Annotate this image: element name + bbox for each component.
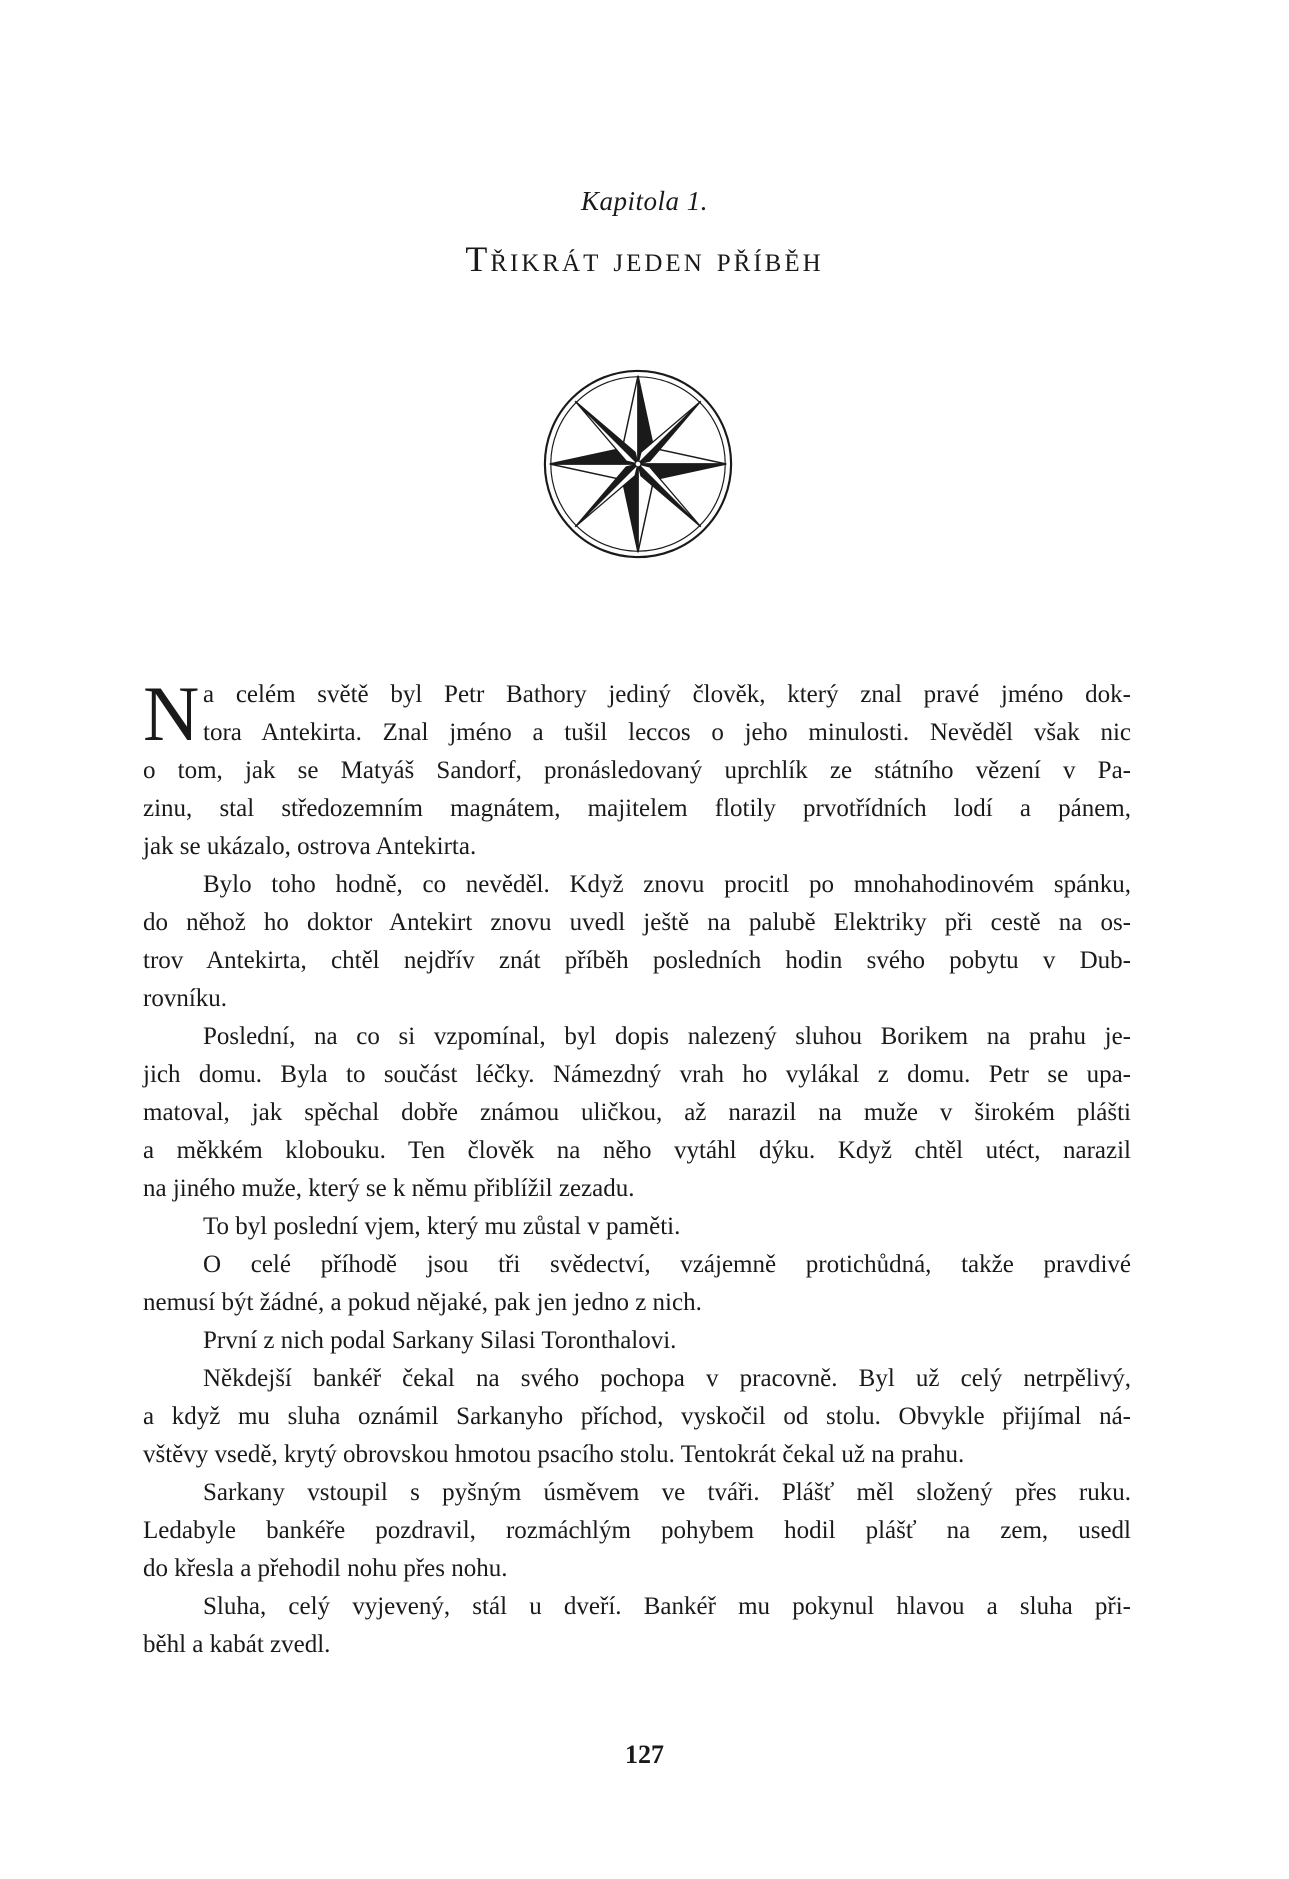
text-line: matoval, jak spěchal dobře známou uličkou, až narazil na muže v širokém plášti [143,1099,1131,1126]
text-line: Poslední, na co si vzpomínal, byl dopis nalezený sluhou Borikem na prahu je- [203,1023,1131,1050]
compass-rose-icon [540,366,736,562]
dropcap: N [143,670,200,757]
body-text [143,670,1131,1664]
text-line: a když mu sluha oznámil Sarkanyho příchod, vyskočil od stolu. Obvykle přijímal ná- [143,1403,1131,1430]
text-line: První z nich podal Sarkany Silasi Toronthalovi. [203,1327,677,1354]
text-line: To byl poslední vjem, který mu zůstal v paměti. [203,1213,681,1240]
text-line: trov Antekirta, chtěl nejdřív znát příběh posledních hodin svého pobytu v Dub- [143,947,1131,974]
text-line: Sarkany vstoupil s pyšným úsměvem ve tváři. Plášť měl složený přes ruku. [203,1479,1131,1506]
chapter-label: Kapitola 1. [580,186,708,216]
text-line: vštěvy vsedě, krytý obrovskou hmotou psacího stolu. Tentokrát čekal už na prahu. [143,1441,965,1468]
text-line: běhl a kabát zvedl. [143,1631,331,1658]
text-line: zinu, stal středozemním magnátem, majitelem flotily prvotřídních lodí a pánem, [143,795,1131,822]
text-line: jak se ukázalo, ostrova Antekirta. [143,833,477,860]
text-line: do křesla a přehodil nohu přes nohu. [143,1555,508,1582]
text-line: jich domu. Byla to součást léčky. Námezdný vrah ho vylákal z domu. Petr se upa- [143,1061,1131,1088]
text-line: a celém světě byl Petr Bathory jediný člověk, který znal pravé jméno dok- [203,681,1131,708]
text-line: Sluha, celý vyjevený, stál u dveří. Bankéř mu pokynul hlavou a sluha při- [203,1593,1131,1620]
text-line: do něhož ho doktor Antekirt znovu uvedl ještě na palubě Elektriky při cestě na os- [143,909,1131,936]
text-line: tora Antekirta. Znal jméno a tušil leccos o jeho minulosti. Nevěděl však nic [203,719,1131,746]
text-line: na jiného muže, který se k němu přiblížil zezadu. [143,1175,635,1202]
text-line: rovníku. [143,985,228,1012]
text-line: a měkkém klobouku. Ten člověk na něho vytáhl dýku. Když chtěl utéct, narazil [143,1137,1131,1164]
text-line: Někdejší bankéř čekal na svého pochopa v pracovně. Byl už celý netrpělivý, [203,1365,1131,1392]
page-number: 127 [625,1740,664,1769]
text-line: o tom, jak se Matyáš Sandorf, pronásledovaný uprchlík ze státního vězení v Pa- [143,757,1131,784]
text-line: Ledabyle bankéře pozdravil, rozmáchlým pohybem hodil plášť na zem, usedl [143,1517,1131,1544]
chapter-title: Třikrát jeden příběh [465,239,824,279]
text-line: O celé příhodě jsou tři svědectví, vzájemně protichůdná, takže pravdivé [203,1251,1131,1278]
text-line: Bylo toho hodně, co nevěděl. Když znovu procitl po mnohahodinovém spánku, [203,871,1131,898]
text-line: nemusí být žádné, a pokud nějaké, pak jen jedno z nich. [143,1289,702,1316]
